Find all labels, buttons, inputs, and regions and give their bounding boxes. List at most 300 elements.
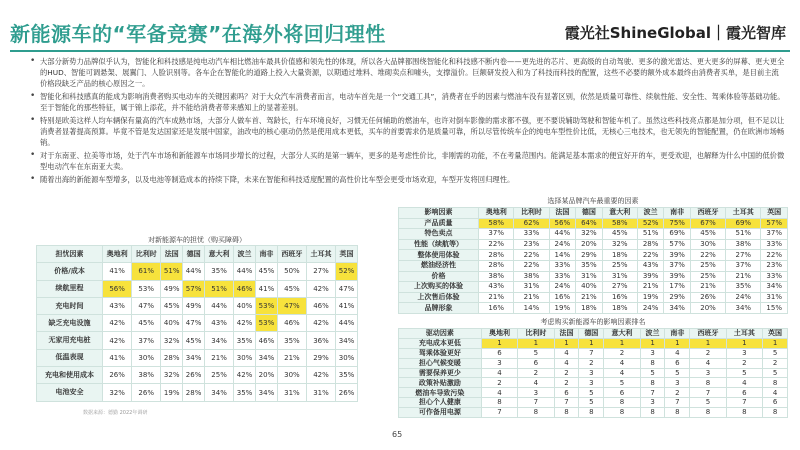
table-cell: 6: [604, 388, 640, 398]
table-row: [399, 282, 788, 293]
table-cell: 26%: [336, 384, 358, 401]
table-row: [399, 398, 788, 408]
table-cell: 18%: [602, 250, 637, 261]
table-cell: 30%: [336, 349, 358, 366]
table-cell: 33%: [549, 260, 576, 271]
row-label: 上次购买的体验: [399, 282, 479, 293]
table-cell: 45%: [277, 280, 306, 297]
table-cell: 38%: [514, 271, 549, 282]
table-cell: 1: [640, 338, 665, 348]
table-cell: 7: [690, 388, 726, 398]
table-row: [399, 271, 788, 282]
row-label: 需要保养更少: [399, 368, 482, 378]
table-cell: 51%: [161, 263, 183, 280]
table-cell: 26%: [103, 367, 132, 384]
table-cell: 37%: [761, 229, 788, 240]
table-cell: 35%: [205, 263, 234, 280]
table-cell: 42%: [234, 315, 256, 332]
table-cell: 19%: [161, 384, 183, 401]
table-cell: 4: [481, 388, 517, 398]
table-cell: 4: [604, 368, 640, 378]
row-label: 燃油经济性: [399, 260, 479, 271]
table-cell: 4: [481, 368, 517, 378]
column-header: 南非: [665, 329, 690, 339]
column-header: 西班牙: [690, 208, 725, 219]
table-cell: 22%: [690, 250, 725, 261]
table-cell: 3: [726, 348, 762, 358]
table-row: [37, 332, 358, 349]
table-cell: 35%: [234, 384, 256, 401]
table-cell: 8: [518, 408, 554, 418]
table-cell: 28%: [479, 260, 514, 271]
table-cell: 26%: [183, 367, 205, 384]
page-title: 新能源车的“军备竞赛”在海外将回归理性: [10, 22, 386, 46]
table-cell: 34%: [336, 332, 358, 349]
table-cell: 42%: [103, 332, 132, 349]
table-cell: 27%: [306, 263, 335, 280]
table-row: [37, 263, 358, 280]
column-header: 波兰: [637, 208, 664, 219]
table-cell: 53%: [256, 297, 278, 314]
table-cell: 33%: [549, 271, 576, 282]
table-cell: 56%: [103, 280, 132, 297]
table-cell: 3: [579, 368, 604, 378]
table-cell: 1: [665, 338, 690, 348]
table-cell: 31%: [514, 282, 549, 293]
table-cell: 2: [579, 358, 604, 368]
row-label: 性能（续航等）: [399, 239, 479, 250]
table-cell: 2: [726, 358, 762, 368]
table-cell: 26%: [690, 292, 725, 303]
table-row: [37, 315, 358, 332]
column-header: 英国: [763, 329, 788, 339]
table-cell: 20%: [256, 367, 278, 384]
table-cell: 24%: [637, 303, 664, 314]
table-cell: 41%: [336, 297, 358, 314]
table-cell: 31%: [761, 292, 788, 303]
table-cell: 5: [604, 378, 640, 388]
table-row: [37, 349, 358, 366]
row-label: 价格: [399, 271, 479, 282]
table-cell: 36%: [306, 332, 335, 349]
row-label: 充电和使用成本: [37, 367, 103, 384]
table-cell: 46%: [306, 297, 335, 314]
table-cell: 8: [763, 378, 788, 388]
table-cell: 1: [690, 338, 726, 348]
row-label: 可作备用电源: [399, 408, 482, 418]
table-cell: 8: [604, 398, 640, 408]
table-cell: 67%: [690, 218, 725, 229]
table-cell: 57%: [761, 218, 788, 229]
bullet-item: • 特别是欧美这样人均车辆保有量高的汽车成熟市场，大部分人做车首、驾龄长，行车环境良好，习惯无任何辅助的燃油车，也许对倒车影像的需求都不强，更不要说辅助驾驶和智能车机了。虽然这些科技亮点都是加分项，但不足以让消费者显著提高预算。毕竟不管是发达国家还是发展中国家，油改电的核心驱动仍然是使用成本更低，买车的首要需求仍是质量可靠，所以尽管传统车企的纯电车型性价比低，无核心三电技术，也无领先的智能配置，仍在欧洲市场畅销。: [30, 115, 785, 149]
table-cell: 39%: [664, 250, 691, 261]
row-label: 充电成本更低: [399, 338, 482, 348]
table-cell: 39%: [637, 271, 664, 282]
table-cell: 45%: [132, 315, 161, 332]
table-cell: 5: [579, 398, 604, 408]
column-header: 德国: [579, 329, 604, 339]
table-cell: 3: [665, 378, 690, 388]
column-header: 南非: [664, 208, 691, 219]
table-cell: 2: [554, 368, 579, 378]
table-cell: 5: [579, 388, 604, 398]
table-cell: 51%: [637, 229, 664, 240]
column-header: 德国: [183, 246, 205, 263]
table-cell: 30%: [277, 367, 306, 384]
table-cell: 35%: [234, 332, 256, 349]
row-label: 政策补贴激励: [399, 378, 482, 388]
table-cell: 33%: [761, 271, 788, 282]
table-cell: 24%: [549, 282, 576, 293]
table-cell: 3: [640, 398, 665, 408]
table-cell: 7: [579, 348, 604, 358]
table-cell: 37%: [479, 229, 514, 240]
column-header: 奥地利: [481, 329, 517, 339]
table-cell: 44%: [336, 315, 358, 332]
table-row: [399, 408, 788, 418]
table-cell: 21%: [205, 349, 234, 366]
row-label: 担心个人健康: [399, 398, 482, 408]
table-row: [399, 260, 788, 271]
table-cell: 8: [690, 378, 726, 388]
row-label: 特色卖点: [399, 229, 479, 240]
table-cell: 30%: [234, 349, 256, 366]
drivers-ranking-table: [398, 328, 788, 418]
table-cell: 2: [554, 378, 579, 388]
column-header: 奥地利: [103, 246, 132, 263]
table-cell: 27%: [726, 250, 761, 261]
table-cell: 34%: [256, 349, 278, 366]
table-cell: 3: [690, 368, 726, 378]
table-row: [399, 250, 788, 261]
table-cell: 38%: [479, 271, 514, 282]
column-header: 西班牙: [277, 246, 306, 263]
table-cell: 23%: [761, 260, 788, 271]
table-cell: 75%: [664, 218, 691, 229]
table-cell: 30%: [690, 239, 725, 250]
table-cell: 1: [763, 338, 788, 348]
table-cell: 40%: [161, 315, 183, 332]
table-row: [37, 384, 358, 401]
table-cell: 51%: [205, 280, 234, 297]
table-cell: 69%: [664, 229, 691, 240]
table-cell: 3: [640, 348, 665, 358]
table-cell: 1: [726, 338, 762, 348]
table-cell: 4: [665, 348, 690, 358]
table-cell: 4: [690, 358, 726, 368]
table-cell: 42%: [234, 367, 256, 384]
table-cell: 4: [726, 378, 762, 388]
table-cell: 46%: [277, 315, 306, 332]
table-cell: 1: [518, 338, 554, 348]
column-header: 波兰: [234, 246, 256, 263]
table-row: [37, 280, 358, 297]
table-cell: 29%: [306, 349, 335, 366]
table-cell: 40%: [234, 297, 256, 314]
table-cell: 27%: [602, 282, 637, 293]
table-cell: 24%: [549, 239, 576, 250]
table-cell: 6: [763, 398, 788, 408]
table-cell: 31%: [277, 384, 306, 401]
table-cell: 7: [481, 408, 517, 418]
column-header: 比利时: [518, 329, 554, 339]
table-cell: 4: [554, 348, 579, 358]
table-cell: 34%: [726, 303, 761, 314]
table-cell: 37%: [132, 332, 161, 349]
table-cell: 6: [518, 358, 554, 368]
table-cell: 28%: [637, 239, 664, 250]
table-cell: 1: [481, 338, 517, 348]
table-cell: 34%: [256, 384, 278, 401]
table-cell: 62%: [514, 218, 549, 229]
table-cell: 44%: [549, 229, 576, 240]
table-cell: 3: [579, 378, 604, 388]
table-cell: 25%: [690, 260, 725, 271]
table-cell: 8: [665, 408, 690, 418]
table-cell: 45%: [183, 332, 205, 349]
table-cell: 19%: [549, 303, 576, 314]
table-cell: 35%: [576, 260, 603, 271]
table-cell: 28%: [183, 384, 205, 401]
table-cell: 7: [554, 398, 579, 408]
column-header: 法国: [554, 329, 579, 339]
row-label: 电池安全: [37, 384, 103, 401]
table2-title: 选择某品牌汽车最重要的因素: [547, 197, 639, 205]
table-cell: 44%: [234, 263, 256, 280]
table-cell: 18%: [602, 303, 637, 314]
row-label: 充电时间: [37, 297, 103, 314]
table-cell: 45%: [161, 297, 183, 314]
row-label: 产品质量: [399, 218, 479, 229]
column-header: 法国: [549, 208, 576, 219]
table-cell: 2: [665, 388, 690, 398]
table-cell: 6: [481, 348, 517, 358]
table-cell: 6: [554, 388, 579, 398]
bullet-item: • 随着出海的新能源车型增多，以及电池等制造成本的持续下降，未来在智能和科技适度配置的高性价比车型会更受市场欢迎，车型开发将回归理性。: [30, 174, 785, 185]
table-cell: 44%: [205, 297, 234, 314]
table-cell: 5: [690, 398, 726, 408]
table-cell: 28%: [161, 349, 183, 366]
table-cell: 53%: [132, 280, 161, 297]
table-cell: 8: [763, 408, 788, 418]
table-cell: 4: [604, 358, 640, 368]
table-cell: 46%: [234, 280, 256, 297]
table-cell: 16%: [479, 303, 514, 314]
table-cell: 5: [518, 348, 554, 358]
table-row: [399, 218, 788, 229]
table-cell: 16%: [549, 292, 576, 303]
column-header: 土耳其: [726, 329, 762, 339]
table-cell: 4: [763, 388, 788, 398]
table-row: [399, 338, 788, 348]
table-cell: 17%: [664, 282, 691, 293]
table-cell: 4: [518, 378, 554, 388]
table-cell: 38%: [726, 239, 761, 250]
table3-title: 考虑购买新能源车的影响因素排名: [540, 318, 646, 326]
table-cell: 15%: [761, 303, 788, 314]
table-cell: 69%: [726, 218, 761, 229]
row-label: 上次售后体验: [399, 292, 479, 303]
table-cell: 16%: [602, 292, 637, 303]
table-cell: 52%: [336, 263, 358, 280]
table-cell: 43%: [103, 297, 132, 314]
table-cell: 47%: [132, 297, 161, 314]
table-cell: 21%: [479, 292, 514, 303]
table-cell: 31%: [602, 271, 637, 282]
column-header: 意大利: [604, 329, 640, 339]
column-header: 英国: [761, 208, 788, 219]
table-cell: 41%: [103, 349, 132, 366]
table-cell: 45%: [690, 229, 725, 240]
table-cell: 47%: [336, 280, 358, 297]
table-cell: 42%: [306, 280, 335, 297]
table-cell: 44%: [183, 263, 205, 280]
table-cell: 52%: [637, 218, 664, 229]
table-cell: 25%: [602, 260, 637, 271]
table-cell: 20%: [690, 303, 725, 314]
table-cell: 5: [726, 368, 762, 378]
table-cell: 8: [554, 408, 579, 418]
table-cell: 35%: [726, 282, 761, 293]
column-header: 意大利: [602, 208, 637, 219]
table-cell: 21%: [726, 271, 761, 282]
row-label: 价格/成本: [37, 263, 103, 280]
table-cell: 1: [604, 338, 640, 348]
table-cell: 8: [481, 398, 517, 408]
table-cell: 3: [518, 388, 554, 398]
table-cell: 24%: [726, 292, 761, 303]
column-header: 西班牙: [690, 329, 726, 339]
table-cell: 8: [726, 408, 762, 418]
table-cell: 28%: [479, 250, 514, 261]
table-cell: 30%: [132, 349, 161, 366]
table-cell: 53%: [256, 315, 278, 332]
table1-title: 对新能源车的担忧（购买障碍）: [148, 236, 246, 244]
table-cell: 33%: [761, 239, 788, 250]
table-cell: 22%: [637, 250, 664, 261]
table-row: [399, 229, 788, 240]
table-cell: 25%: [205, 367, 234, 384]
table-cell: 1: [554, 338, 579, 348]
table-corner-header: 影响因素: [399, 208, 479, 219]
row-label: 品牌形象: [399, 303, 479, 314]
table-cell: 14%: [549, 250, 576, 261]
column-header: 奥地利: [479, 208, 514, 219]
row-label: 燃油车导致污染: [399, 388, 482, 398]
table-cell: 31%: [306, 384, 335, 401]
table-cell: 21%: [277, 349, 306, 366]
column-header: 法国: [161, 246, 183, 263]
table-row: [399, 348, 788, 358]
row-label: 驾乘体验更好: [399, 348, 482, 358]
table-corner-header: 驱动因素: [399, 329, 482, 339]
table-cell: 29%: [576, 250, 603, 261]
table-cell: 7: [640, 388, 665, 398]
table-cell: 49%: [161, 280, 183, 297]
column-header: 英国: [336, 246, 358, 263]
row-label: 整体使用体验: [399, 250, 479, 261]
table-cell: 22%: [514, 250, 549, 261]
table-cell: 32%: [161, 332, 183, 349]
table-cell: 41%: [103, 263, 132, 280]
row-label: 续航里程: [37, 280, 103, 297]
table-cell: 50%: [277, 263, 306, 280]
row-label: 担心气候变暖: [399, 358, 482, 368]
table-cell: 18%: [576, 303, 603, 314]
table-cell: 58%: [602, 218, 637, 229]
table-cell: 34%: [761, 282, 788, 293]
table-cell: 47%: [183, 315, 205, 332]
table-cell: 34%: [183, 349, 205, 366]
table-cell: 32%: [576, 229, 603, 240]
table-cell: 37%: [726, 260, 761, 271]
table-cell: 35%: [277, 332, 306, 349]
table-cell: 8: [690, 408, 726, 418]
table-cell: 5: [763, 368, 788, 378]
bullet-list: [30, 56, 785, 187]
table-cell: 43%: [637, 260, 664, 271]
table-cell: 51%: [726, 229, 761, 240]
row-label: 缺乏充电设施: [37, 315, 103, 332]
table-row: [399, 358, 788, 368]
table-row: [399, 368, 788, 378]
brand-logo-text: 霞光社ShineGlobal｜霞光智库: [564, 24, 786, 42]
table-cell: 45%: [256, 263, 278, 280]
table-cell: 31%: [576, 271, 603, 282]
table-cell: 5: [640, 368, 665, 378]
table-cell: 21%: [514, 292, 549, 303]
table-cell: 58%: [479, 218, 514, 229]
table-cell: 2: [518, 368, 554, 378]
table-cell: 34%: [205, 384, 234, 401]
table-cell: 43%: [479, 282, 514, 293]
table-cell: 23%: [514, 239, 549, 250]
table-cell: 49%: [183, 297, 205, 314]
table-cell: 20%: [576, 239, 603, 250]
table-cell: 5: [665, 368, 690, 378]
table-cell: 22%: [761, 250, 788, 261]
table-cell: 34%: [664, 303, 691, 314]
table-row: [399, 292, 788, 303]
column-header: 土耳其: [306, 246, 335, 263]
table-cell: 8: [579, 408, 604, 418]
brand-factors-table: [398, 207, 788, 314]
concerns-table: [36, 245, 358, 402]
table-header-row: [37, 246, 358, 263]
row-label: 无家用充电桩: [37, 332, 103, 349]
bullet-item: • 大部分新势力品牌似乎认为，智能化和科技感是纯电动汽车相比燃油车最具价值感和领先性的体现，所以各大品牌都围绕智能化和科技感不断内卷——更先进的芯片、更高级的自动驾驶、更多的激光雷达、更大更多的屏幕、更大更全的HUD、智能可调悬架、展翼门、人脸识别等。各车企在智能化的道路上投入大量资源，以期通过堆料、堆砌卖点和噱头，支撑溢价。巨额研发投入和为了科技而科技的配置，这些不必要的额外成本最终由消费者买单，是目前主流价格段缺乏产品的核心原因之一。: [30, 56, 785, 90]
table-cell: 8: [640, 408, 665, 418]
title-divider: [10, 50, 790, 52]
table-cell: 33%: [514, 229, 549, 240]
table-cell: 64%: [576, 218, 603, 229]
table-cell: 2: [763, 358, 788, 368]
table-cell: 29%: [664, 292, 691, 303]
column-header: 波兰: [640, 329, 665, 339]
table-cell: 1: [579, 338, 604, 348]
table-cell: 61%: [132, 263, 161, 280]
table-cell: 6: [726, 388, 762, 398]
table-cell: 8: [640, 378, 665, 388]
table-cell: 2: [481, 378, 517, 388]
table-cell: 21%: [637, 282, 664, 293]
table-cell: 57%: [664, 239, 691, 250]
table-cell: 39%: [664, 271, 691, 282]
column-header: 比利时: [514, 208, 549, 219]
table-cell: 8: [640, 358, 665, 368]
table-cell: 22%: [514, 260, 549, 271]
table-cell: 42%: [103, 315, 132, 332]
